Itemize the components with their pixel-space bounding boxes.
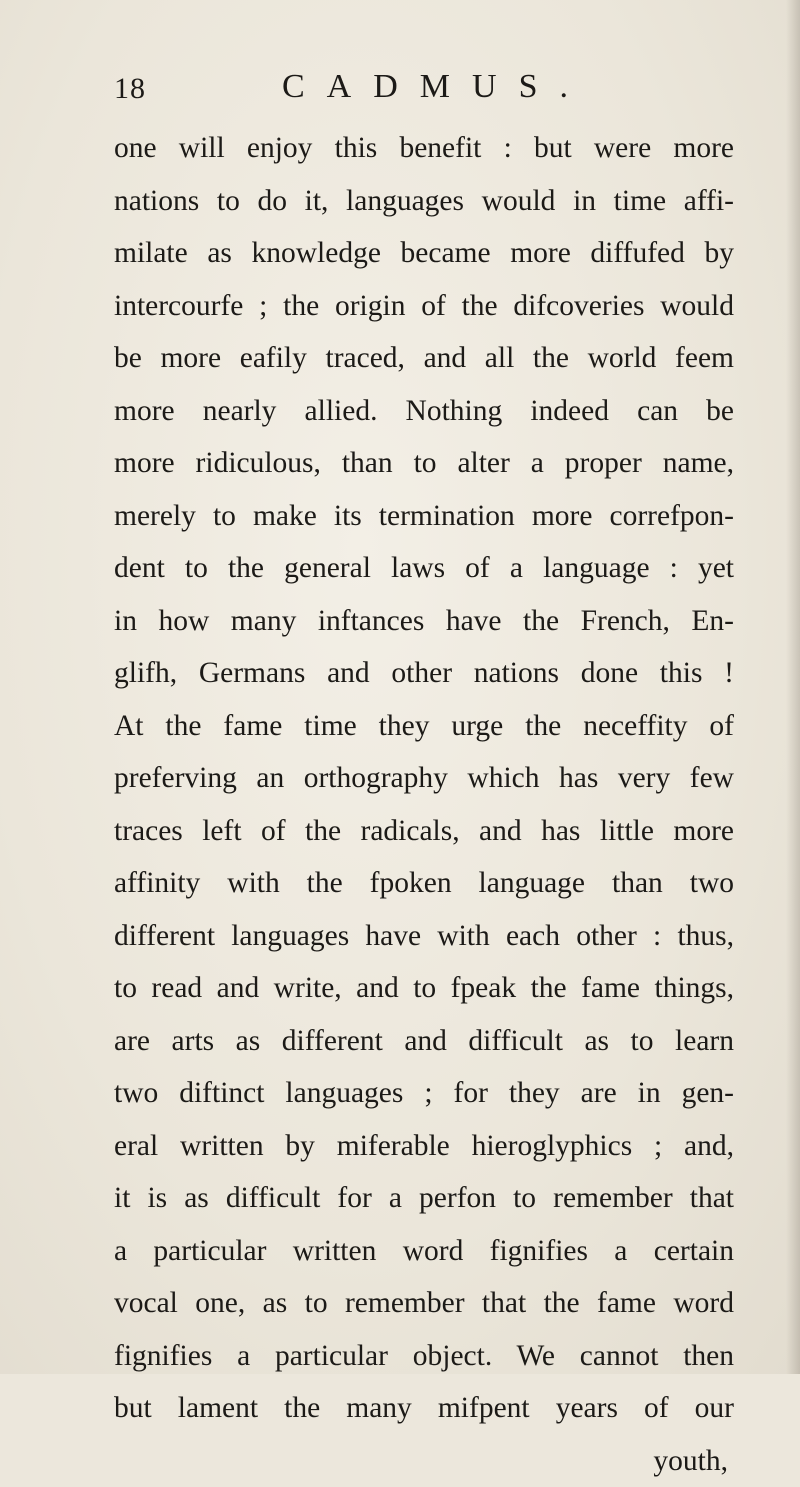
body-text — [114, 122, 734, 1487]
text-line: eral written by miferable hieroglyphics ; and, — [114, 1120, 734, 1173]
text-line: glifh, Germans and other nations done this ! — [114, 647, 734, 700]
text-line: one will enjoy this benefit : but were more — [114, 122, 734, 175]
text-line: two diftinct languages ; for they are in gen- — [114, 1067, 734, 1120]
text-line: more nearly allied. Nothing indeed can be — [114, 385, 734, 438]
running-head — [0, 68, 800, 118]
page-number: 18 — [114, 72, 146, 106]
text-line: are arts as different and difficult as to learn — [114, 1015, 734, 1068]
text-line: different languages have with each other : thus, — [114, 910, 734, 963]
text-line: to read and write, and to fpeak the fame things, — [114, 962, 734, 1015]
text-line: vocal one, as to remember that the fame word — [114, 1277, 734, 1330]
text-line: intercourfe ; the origin of the difcoveries would — [114, 280, 734, 333]
text-line: it is as difficult for a perfon to remember that — [114, 1172, 734, 1225]
text-line: nations to do it, languages would in time affi- — [114, 175, 734, 228]
catchword: youth, — [114, 1435, 734, 1487]
text-line: affinity with the fpoken language than two — [114, 857, 734, 910]
text-line: preferving an orthography which has very few — [114, 752, 734, 805]
text-line: traces left of the radicals, and has little more — [114, 805, 734, 858]
text-line: more ridiculous, than to alter a proper name, — [114, 437, 734, 490]
text-line: milate as knowledge became more diffufed by — [114, 227, 734, 280]
text-line: merely to make its termination more correfpon- — [114, 490, 734, 543]
text-line: be more eafily traced, and all the world feem — [114, 332, 734, 385]
text-line: a particular written word fignifies a certain — [114, 1225, 734, 1278]
page-gutter-shadow — [786, 0, 800, 1374]
text-line: in how many inftances have the French, En- — [114, 595, 734, 648]
text-line: fignifies a particular object. We cannot then — [114, 1330, 734, 1383]
text-line: At the fame time they urge the neceffity of — [114, 700, 734, 753]
text-line: dent to the general laws of a language : yet — [114, 542, 734, 595]
running-title: CADMUS. — [282, 68, 590, 106]
text-line: but lament the many mifpent years of our — [114, 1382, 734, 1435]
